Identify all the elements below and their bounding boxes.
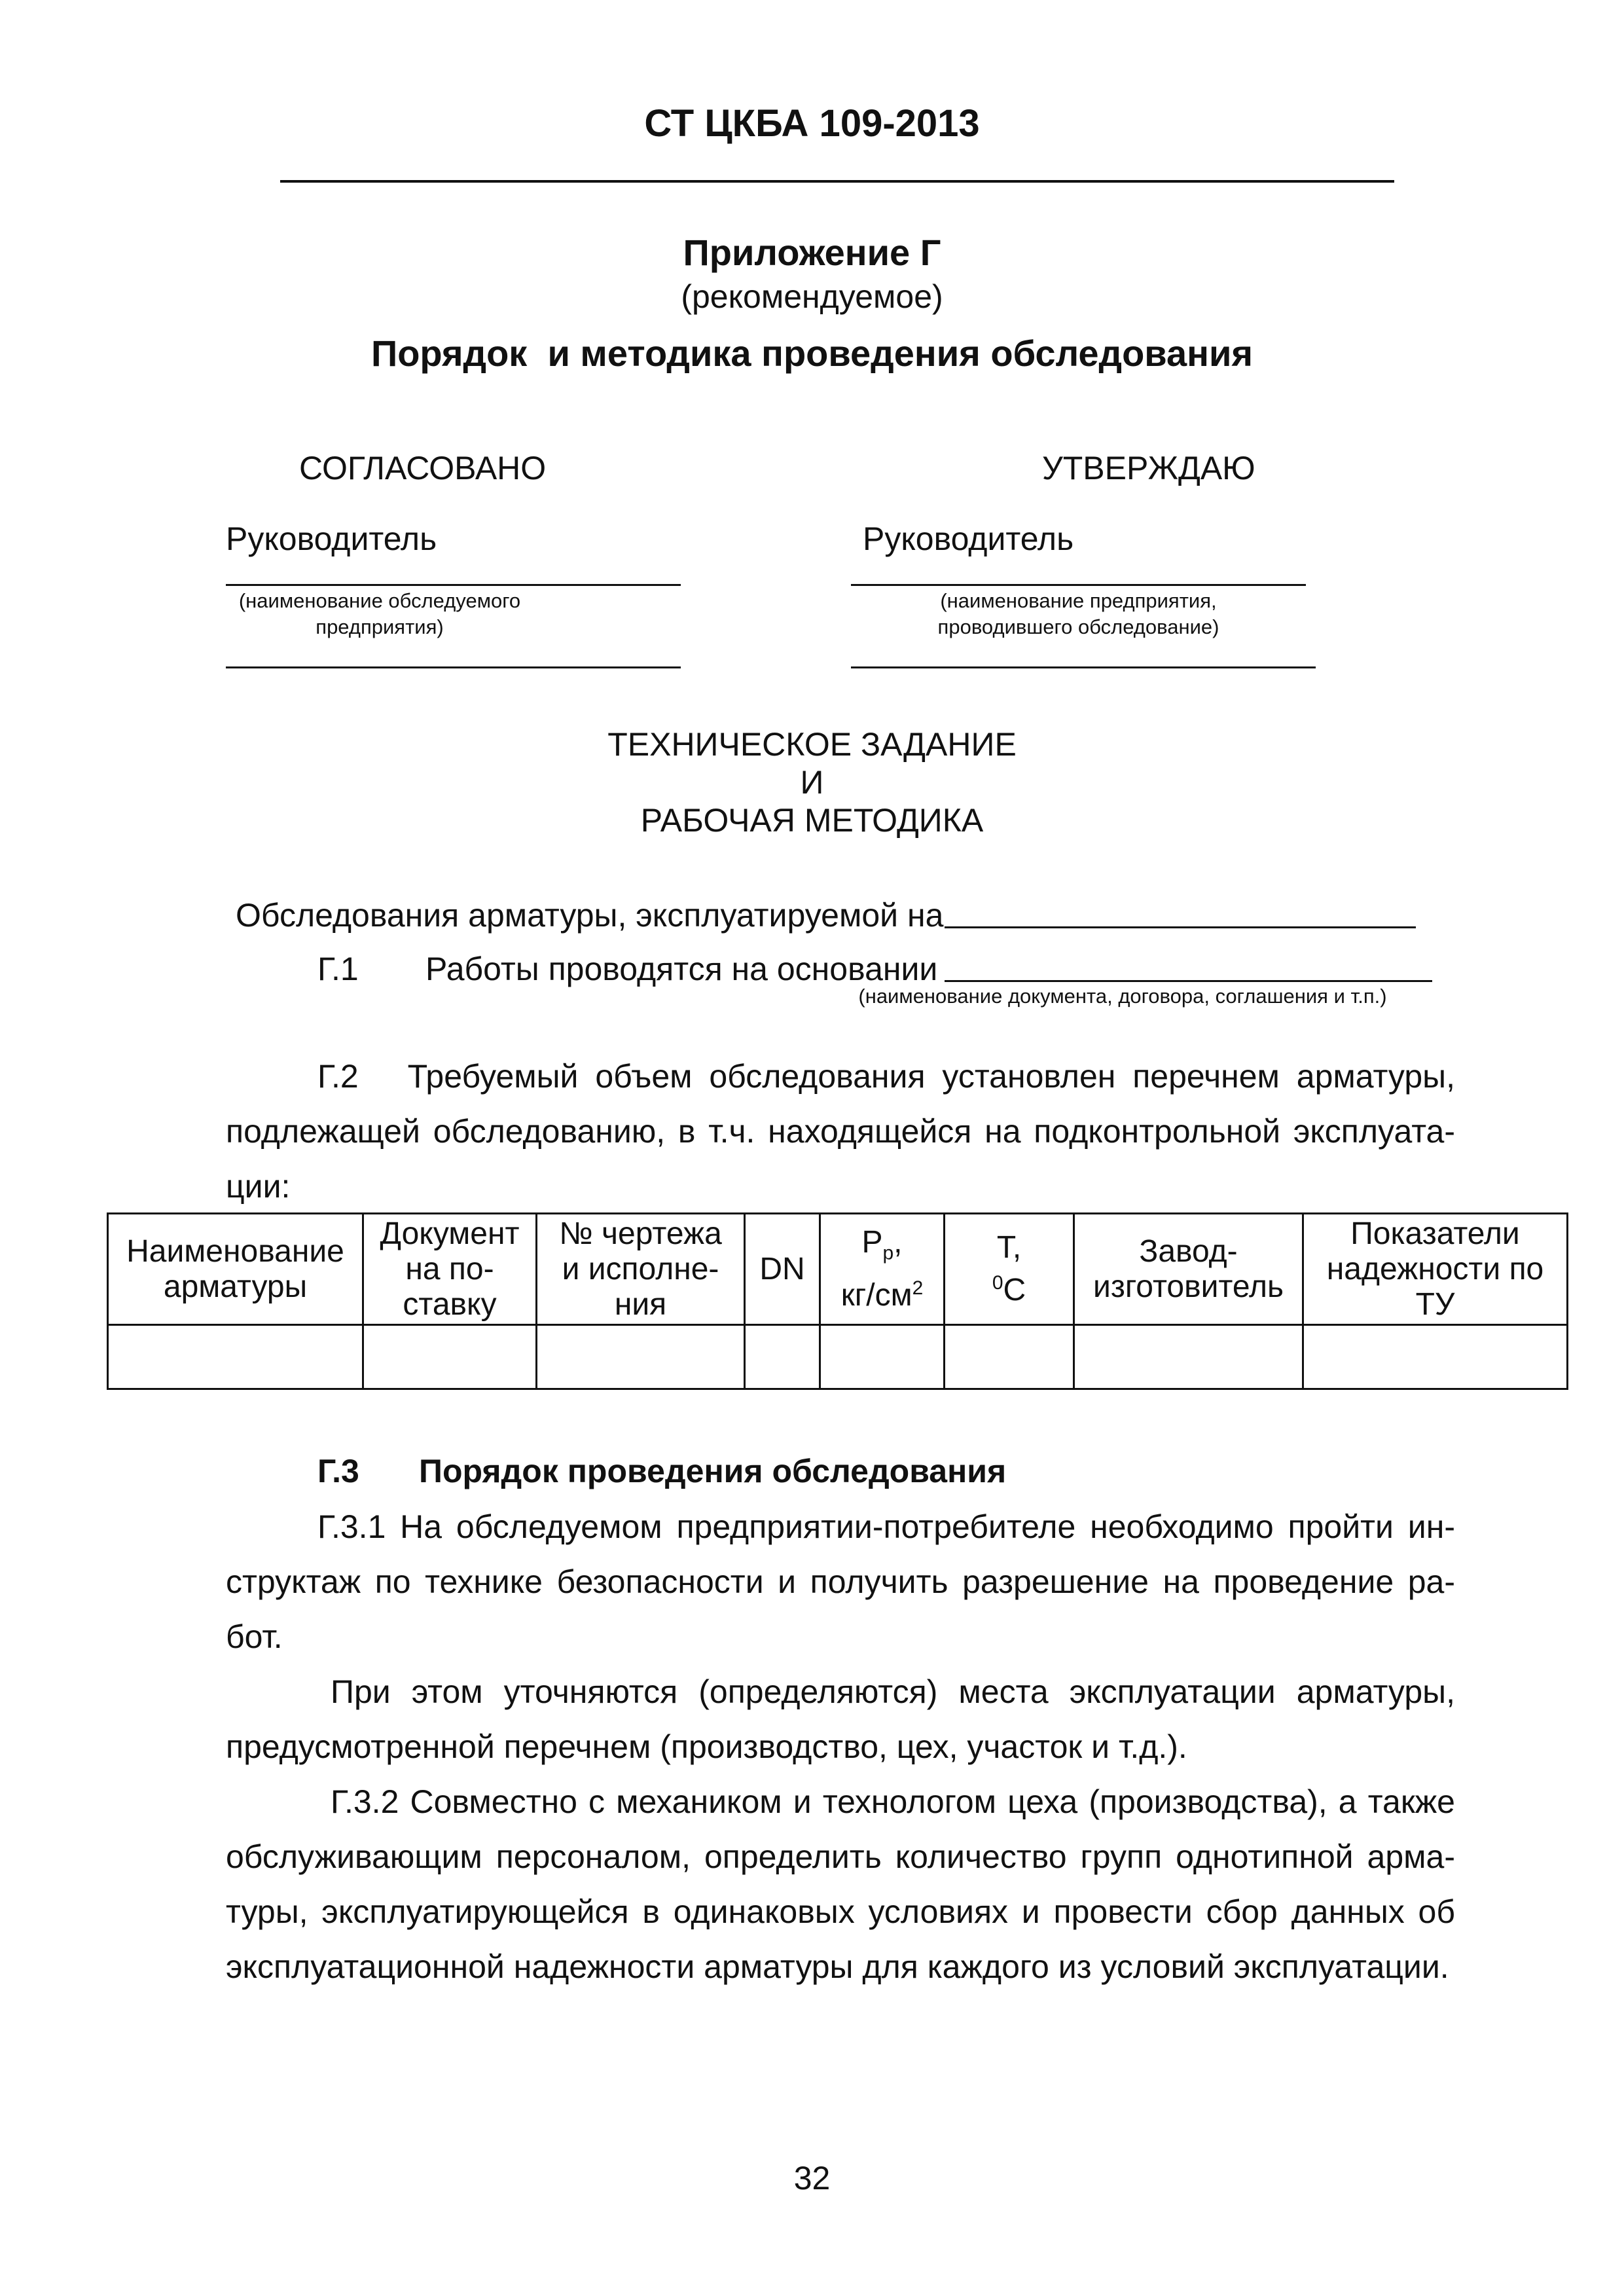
header-pressure-p: P [861, 1224, 883, 1260]
appendix-title: Приложение Г [683, 232, 941, 273]
approval-left-signature-line [226, 584, 681, 586]
header-valve-name-line-2: арматуры [163, 1269, 308, 1304]
approval-right-caption-line-2: проводившего обследование) [937, 615, 1219, 638]
table-cell [745, 1325, 820, 1389]
header-reliability-line-1: Показатели [1350, 1216, 1520, 1251]
header-pressure-unit-text: кг/см [840, 1278, 912, 1313]
intro-fill-line [945, 926, 1416, 928]
g3-number: Г.3 [317, 1453, 359, 1489]
g2-text: Требуемый объем обследования установлен перечнем арматуры, подлежащей обследованию, в т.ч. находящейся на подконтрольной эксплуата-ции: [226, 1058, 1455, 1205]
approval-right-date-line [851, 666, 1316, 668]
approval-left-caption-line-1: (наименование обследуемого [238, 589, 521, 612]
header-manufacturer [1074, 1214, 1303, 1325]
header-pressure-comma: , [893, 1224, 903, 1260]
header-supply-document [363, 1214, 537, 1325]
table-cell [108, 1325, 363, 1389]
doc-title-line-3: РАБОЧАЯ МЕТОДИКА [640, 802, 984, 839]
header-manufacturer-line-2: изготовитель [1093, 1269, 1284, 1304]
approval-right-role: Руководитель [863, 520, 1074, 557]
table-cell [820, 1325, 945, 1389]
header-pressure-sub: р [882, 1242, 894, 1264]
g3-paragraph-2: При этом уточняются (определяются) места эксплуатации арматуры, предусмотренной перечнем (производство, цех, участок и т.д.). [226, 1673, 1455, 1765]
approval-right-caption [851, 588, 1306, 640]
approval-left-caption [216, 588, 543, 640]
approval-left-date-line [226, 666, 681, 668]
table-cell [945, 1325, 1074, 1389]
header-reliability [1303, 1214, 1568, 1325]
table-row [108, 1325, 1568, 1389]
table-cell [363, 1325, 537, 1389]
doc-title-line-1: ТЕХНИЧЕСКОЕ ЗАДАНИЕ [607, 726, 1017, 763]
approval-left-caption-line-2: предприятия) [316, 615, 444, 638]
valves-table [107, 1212, 1568, 1390]
g3-heading: Порядок проведения обследования [419, 1453, 1007, 1489]
header-valve-name [108, 1214, 363, 1325]
header-temperature-c: C [1003, 1273, 1026, 1307]
header-drawing-number-line-2: и исполне- [562, 1251, 719, 1286]
header-drawing-number [537, 1214, 745, 1325]
header-drawing-number-line-1: № чертежа [559, 1216, 722, 1251]
appendix-status: (рекомендуемое) [681, 278, 943, 315]
header-manufacturer-line-1: Завод- [1139, 1233, 1238, 1269]
g2-paragraph [226, 1049, 1455, 1214]
page-number: 32 [793, 2160, 831, 2196]
header-pressure [820, 1214, 945, 1325]
g1-number: Г.1 [317, 951, 359, 987]
g1-caption: (наименование документа, договора, соглашения и т.п.) [858, 985, 1387, 1008]
header-reliability-line-3: ТУ [1415, 1286, 1455, 1322]
approval-left-role: Руководитель [226, 520, 437, 557]
header-rule [280, 180, 1394, 183]
table-header-row [108, 1214, 1568, 1325]
header-valve-name-line-1: Наименование [126, 1233, 344, 1269]
header-supply-document-line-2: на по- [405, 1251, 494, 1286]
header-temperature-unit [948, 1266, 1070, 1308]
header-supply-document-line-3: ставку [403, 1286, 497, 1322]
header-dn: DN [745, 1214, 820, 1325]
header-temperature-degree: 0 [992, 1272, 1003, 1294]
header-drawing-number-line-3: ния [614, 1286, 667, 1322]
table-cell [1074, 1325, 1303, 1389]
doc-title-line-2: И [800, 764, 824, 801]
table-cell [537, 1325, 745, 1389]
g3-paragraph-1: Г.3.1 На обследуемом предприятии-потребителе необходимо пройти ин-структаж по технике безопасности и получить разрешение на проведение ра-бот. [226, 1508, 1455, 1655]
g3-paragraph-3: Г.3.2 Совместно с механиком и технологом цеха (производства), а также обслуживающим персоналом, определить количество групп однотипной арма-туры, эксплуатирующейся в одинаковых условиях и провести сбор данных об эксплуатационной надежности арматуры для каждого из условий эксплуатации. [226, 1783, 1455, 1985]
intro-line: Обследования арматуры, эксплуатируемой на [236, 897, 944, 934]
g1-fill-line [945, 980, 1432, 982]
appendix-name: Порядок и методика проведения обследования [370, 333, 1254, 374]
approval-right-caption-line-1: (наименование предприятия, [940, 589, 1217, 612]
header-supply-document-line-1: Документ [380, 1216, 520, 1251]
header-pressure-unit-sup: 2 [912, 1277, 924, 1300]
table-cell [1303, 1325, 1568, 1389]
g1-text: Работы проводятся на основании [425, 951, 938, 987]
header-reliability-line-2: надежности по [1326, 1251, 1544, 1286]
approval-right-heading: УТВЕРЖДАЮ [1042, 450, 1255, 486]
document-code: СТ ЦКБА 109-2013 [644, 102, 980, 145]
header-temperature [945, 1214, 1074, 1325]
approval-right-signature-line [851, 584, 1306, 586]
approval-left-heading: СОГЛАСОВАНО [299, 450, 547, 486]
header-temperature-symbol: T, [996, 1230, 1022, 1265]
header-pressure-unit [823, 1271, 941, 1313]
g2-number: Г.2 [317, 1058, 359, 1095]
header-pressure-symbol [823, 1225, 941, 1271]
